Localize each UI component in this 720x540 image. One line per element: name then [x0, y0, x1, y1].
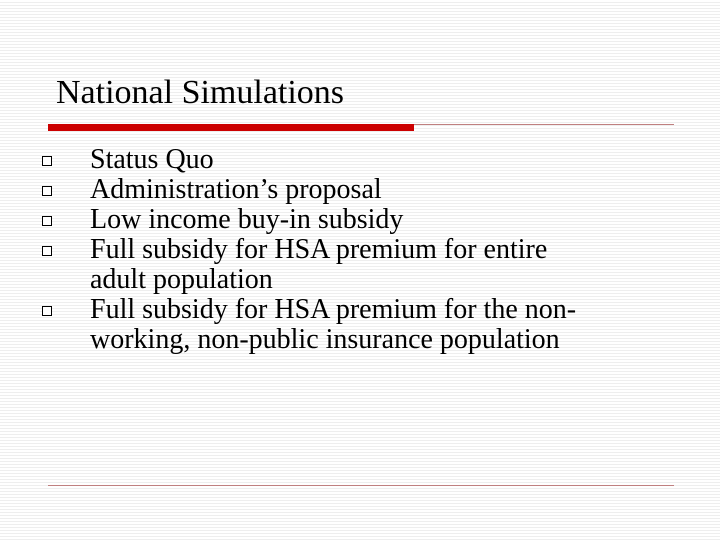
- slide-title: National Simulations: [56, 74, 345, 111]
- footer-divider: [48, 485, 674, 486]
- title-accent-bar: [48, 124, 414, 131]
- bullet-text: Low income buy-in subsidy: [90, 204, 404, 235]
- bullet-item: [38, 205, 688, 235]
- bullet-item: [38, 145, 688, 175]
- bullet-item: [38, 235, 688, 295]
- bullet-text-line-2: adult population: [90, 264, 273, 295]
- square-bullet-icon: [42, 156, 52, 166]
- bullet-text-line-1: Full subsidy for HSA premium for the non-: [90, 294, 577, 325]
- title-divider: [414, 124, 674, 125]
- bullet-text: Status Quo: [90, 144, 214, 175]
- square-bullet-icon: [42, 186, 52, 196]
- bullet-list: [38, 145, 688, 355]
- square-bullet-icon: [42, 246, 52, 256]
- bullet-text: Administration’s proposal: [90, 174, 382, 205]
- square-bullet-icon: [42, 306, 52, 316]
- bullet-text-line-1: Full subsidy for HSA premium for entire: [90, 234, 548, 265]
- bullet-text-line-2: working, non-public insurance population: [90, 324, 560, 355]
- bullet-item: [38, 175, 688, 205]
- square-bullet-icon: [42, 216, 52, 226]
- bullet-item: [38, 295, 688, 355]
